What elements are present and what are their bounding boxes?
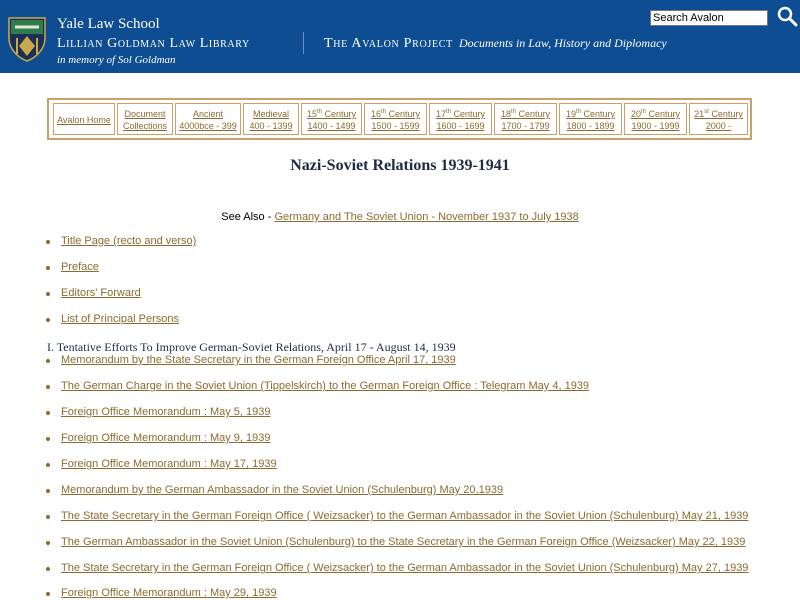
nav-cell-label: Medieval	[252, 109, 290, 119]
see-also	[0, 211, 800, 223]
list-item[interactable]: Memorandum by the German Ambassador in the Soviet Union (Schulenburg) May 20,1939	[61, 484, 504, 496]
nav-cell-label: Document	[124, 109, 166, 119]
bullet-icon	[46, 592, 50, 596]
yale-shield-icon	[7, 16, 47, 62]
nav-cell-6[interactable]	[429, 103, 492, 135]
nav-cell-2[interactable]	[175, 103, 241, 135]
nav-cell-5[interactable]	[364, 103, 427, 135]
bullet-icon	[46, 359, 50, 363]
yale-law-school-label: Yale Law School	[57, 16, 160, 32]
nav-cell-range: 1500 - 1599	[371, 121, 420, 131]
list-item-preface[interactable]: Preface	[61, 261, 99, 273]
bullet-icon	[46, 266, 50, 270]
nav-cell-label: 15th Century	[306, 109, 357, 119]
bullet-icon	[46, 411, 50, 415]
nav-cell-label: 16th Century	[370, 109, 421, 119]
bullet-icon	[46, 463, 50, 467]
header-divider	[303, 32, 304, 54]
list-item[interactable]: Foreign Office Memorandum : May 17, 1939	[61, 458, 277, 470]
list-item[interactable]: The State Secretary in the German Foreign Office ( Weizsacker) to the German Ambassador in the Soviet Union (Schulenburg) May 27, 1939	[61, 562, 749, 574]
nav-cell-label: 20th Century	[630, 109, 681, 119]
nav-cell-3[interactable]	[243, 103, 299, 135]
search-input[interactable]	[650, 10, 768, 26]
nav-cell-label: 17th Century	[435, 109, 486, 119]
nav-cell-range: 1600 - 1699	[436, 121, 485, 131]
nav-cell-range: Collections	[122, 121, 168, 131]
list-item-title-page[interactable]: Title Page (recto and verso)	[61, 235, 197, 247]
nav-cell-4[interactable]	[301, 103, 362, 135]
nav-cell-label: Ancient	[192, 109, 224, 119]
list-item[interactable]: The German Charge in the Soviet Union (Tippelskirch) to the German Foreign Office : Telegram May 4, 1939	[61, 380, 590, 392]
nav-cell-10[interactable]	[689, 103, 748, 135]
nav-cell-0[interactable]	[53, 103, 115, 135]
nav-cell-range: 4000bce - 399	[179, 121, 237, 131]
list-item[interactable]: The State Secretary in the German Foreign Office ( Weizsacker) to the German Ambassador in the Soviet Union (Schulenburg) May 21, 1939	[61, 510, 749, 522]
nav-cell-range: 1400 - 1499	[307, 121, 356, 131]
nav-cell-8[interactable]	[559, 103, 622, 135]
see-also-prefix: See Also -	[221, 211, 275, 223]
bullet-icon	[46, 489, 50, 493]
section-heading: I. Tentative Efforts To Improve German-Soviet Relations, April 17 - August 14, 1939	[47, 340, 456, 354]
see-also-link[interactable]: Germany and The Soviet Union - November 1937 to July 1938	[274, 211, 579, 223]
nav-cell-range: 1900 - 1999	[631, 121, 680, 131]
search-icon[interactable]	[776, 5, 798, 27]
nav-cell-label: 19th Century	[565, 109, 616, 119]
library-label: Lillian Goldman Law Library	[57, 36, 250, 51]
nav-cell-label: 21st Century	[694, 109, 743, 119]
list-item[interactable]: The German Ambassador in the Soviet Union (Schulenburg) to the State Secretary in the German Foreign Office (Weizsacker) May 22, 1939	[61, 536, 746, 548]
nav-cell-range: 400 - 1399	[249, 121, 293, 131]
avalon-project-title[interactable]	[324, 36, 667, 52]
bullet-icon	[46, 240, 50, 244]
nav-cell-range: 1700 - 1799	[501, 121, 550, 131]
list-item[interactable]: Foreign Office Memorandum : May 5, 1939	[61, 406, 271, 418]
navigation-table	[47, 98, 752, 140]
bullet-icon	[46, 541, 50, 545]
nav-cell-label: 18th Century	[500, 109, 551, 119]
list-item[interactable]: Foreign Office Memorandum : May 9, 1939	[61, 432, 271, 444]
bullet-icon	[46, 515, 50, 519]
bullet-icon	[46, 437, 50, 441]
list-item-principal-persons[interactable]: List of Principal Persons	[61, 313, 179, 325]
avalon-project-subtitle: Documents in Law, History and Diplomacy	[458, 36, 667, 50]
list-item[interactable]: Foreign Office Memorandum : May 29, 1939	[61, 587, 277, 599]
nav-cell-label: Avalon Home	[57, 115, 111, 125]
nav-cell-range: 2000 -	[705, 121, 732, 131]
page-title: Nazi-Soviet Relations 1939-1941	[290, 157, 510, 174]
nav-cell-range: 1800 - 1899	[566, 121, 615, 131]
memory-label: in memory of Sol Goldman	[57, 54, 176, 66]
list-item[interactable]: Memorandum by the State Secretary in the German Foreign Office April 17, 1939	[61, 354, 456, 366]
list-item-editors-forward[interactable]: Editors' Forward	[61, 287, 141, 299]
header-banner	[0, 0, 800, 73]
bullet-icon	[46, 318, 50, 322]
avalon-project-label: The Avalon Project	[324, 36, 453, 51]
nav-cell-9[interactable]	[624, 103, 687, 135]
nav-cell-7[interactable]	[494, 103, 557, 135]
bullet-icon	[46, 385, 50, 389]
nav-cell-1[interactable]	[117, 103, 173, 135]
bullet-icon	[46, 292, 50, 296]
bullet-icon	[46, 567, 50, 571]
